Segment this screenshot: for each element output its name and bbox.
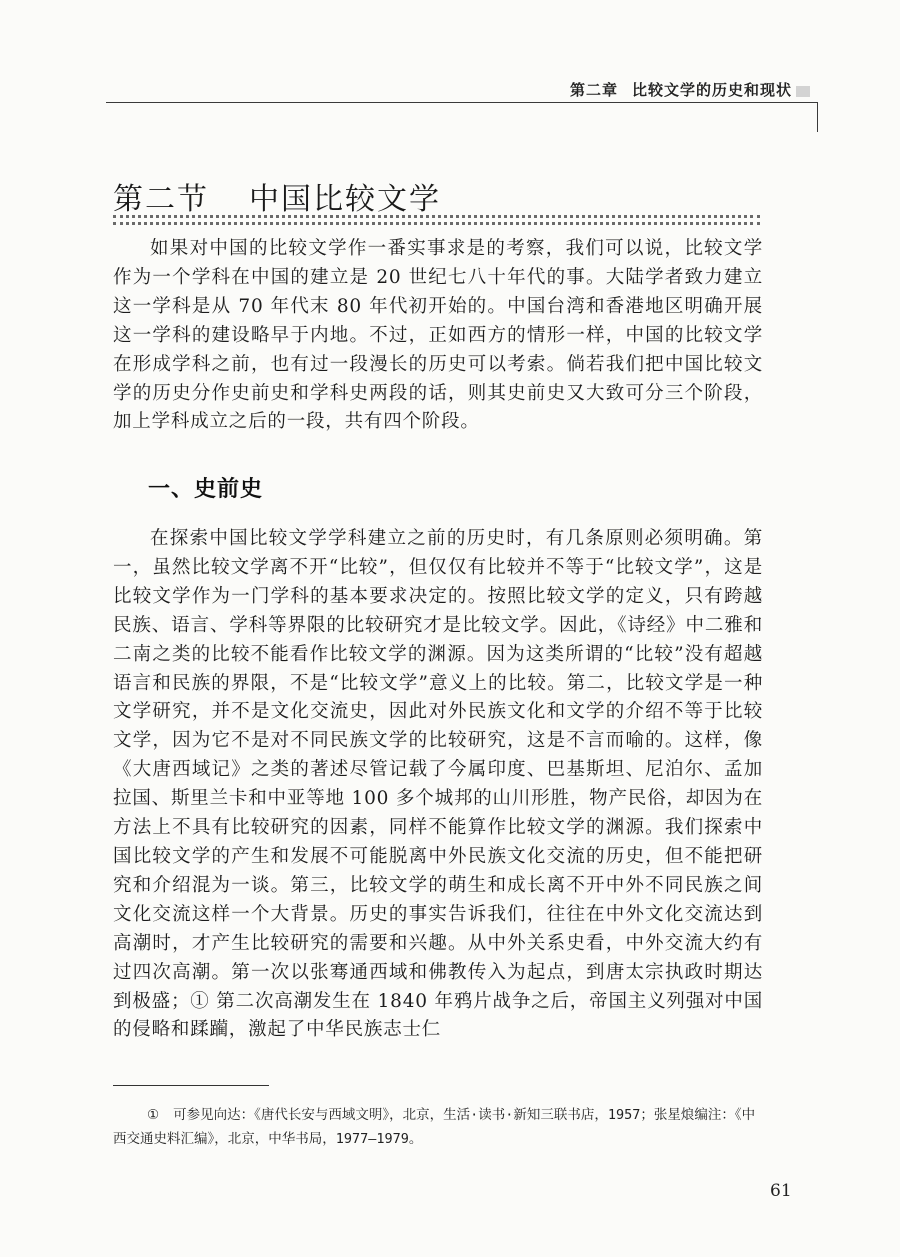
section-title: 中国比较文学 [249,182,441,217]
section-number: 第二节 [113,182,209,217]
intro-paragraph: 如果对中国的比较文学作一番实事求是的考察，我们可以说，比较文学作为一个学科在中国的建立是 20 世纪七八十年代的事。大陆学者致力建立这一学科是从 70 年代末 80 年代初开始的。中国台湾和香港地区明确开展这一学科的建设略早于内地。不过，正如西方的情形一样，中国的比较文学在形成学科之前，也有过一段漫长的历史可以考索。倘若我们把中国比较文学的历史分作史前史和学科史两段的话，则其史前史又大致可分三个阶段，加上学科成立之后的一段，共有四个阶段。 [113,238,763,433]
section-dotted-rule-bottom [113,222,760,225]
footnote-reference[interactable]: ① [190,990,210,1012]
header-rule [106,102,818,103]
header-title [570,79,792,100]
section-dotted-rule-top [113,215,760,218]
header-marker-box [796,86,810,97]
page-number: 61 [770,1181,792,1201]
body-paragraph [113,525,763,1045]
body-paragraph-text: 在探索中国比较文学学科建立之前的历史时，有几条原则必须明确。第一，虽然比较文学离不开“比较”，但仅仅有比较并不等于“比较文学”，这是比较文学作为一门学科的基本要求决定的。按照比较文学的定义，只有跨越民族、语言、学科等界限的比较研究才是比较文学。因此，《诗经》中二雅和二南之类的比较不能看作比较文学的渊源。因为这类所谓的“比较”没有超越语言和民族的界限，不是“比较文学”意义上的比较。第二，比较文学是一种文学研究，并不是文化交流史，因此对外民族文化和文学的介绍不等于比较文学，因为它不是对不同民族文学的比较研究，这是不言而喻的。这样，像《大唐西域记》之类的著述尽管记载了今属印度、巴基斯坦、尼泊尔、孟加拉国、斯里兰卡和中亚等地 100 多个城邦的山川形胜，物产民俗，却因为在方法上不具有比较研究的因素，同样不能算作比较文学的渊源。我们探索中国比较文学的产生和发展不可能脱离中外民族文化交流的历史，但不能把研究和介绍混为一谈。第三，比较文学的萌生和成长离不开中外不同民族之间文化交流这样一个大背景。历史的事实告诉我们，往往在中外文化交流达到高潮时，才产生比较研究的需要和兴趣。从中外关系史看，中外交流大约有过四次高潮。第一次以张骞通西域和佛教传入为起点，到唐太宗执政时期达到极盛； [113,528,763,1012]
subsection-heading: 一、史前史 [148,477,264,502]
running-header [0,76,900,136]
header-vertical-rule [817,102,818,132]
header-chapter: 第二章 [569,81,618,99]
footnote-mark: ① [147,1107,160,1123]
header-chapter-title: 比较文学的历史和现状 [631,81,792,99]
footnote-rule [113,1085,269,1086]
section-heading [113,174,441,218]
body-paragraph-tail: 第二次高潮发生在 1840 年鸦片战争之后，帝国主义列强对中国的侵略和蹂躏，激起了中华民族志士仁 [113,990,763,1041]
footnote-text: 可参见向达：《唐代长安与西域文明》，北京，生活·读书·新知三联书店，1957；张星烺编注：《中西交通史料汇编》，北京，中华书局，1977—1979。 [113,1107,756,1147]
footnote [113,1103,763,1151]
